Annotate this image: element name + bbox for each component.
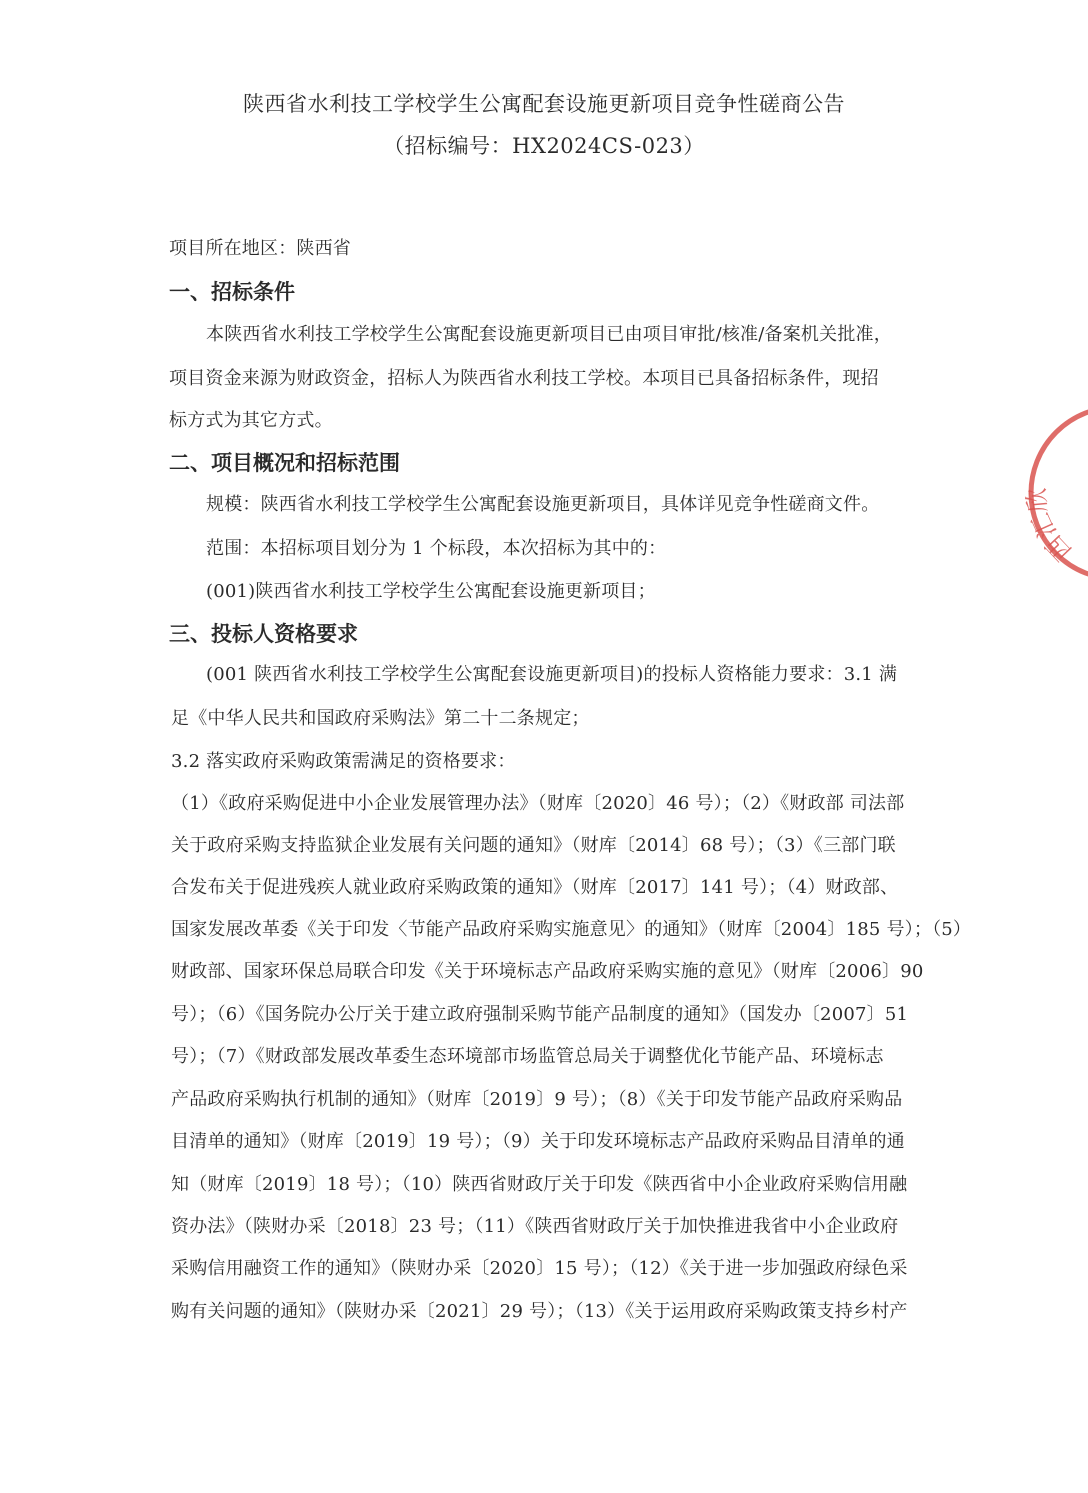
paragraph-line: 财政部、国家环保总局联合印发《关于环境标志产品政府采购实施的意见》（财库〔2006〕90 xyxy=(171,961,924,982)
paragraph-line: 国家发展改革委《关于印发〈节能产品政府采购实施意见〉的通知》（财库〔2004〕185 号）；（5） xyxy=(171,919,972,940)
paragraph-line: 资办法》（陕财办采〔2018〕23 号；（11）《陕西省财政厅关于加快推进我省中小企业政府 xyxy=(171,1216,899,1237)
paragraph-line: 规模：陕西省水利技工学校学生公寓配套设施更新项目，具体详见竞争性磋商文件。 xyxy=(206,494,880,515)
section-heading: 二、项目概况和招标范围 xyxy=(169,451,400,475)
paragraph-line: 合发布关于促进残疾人就业政府采购政策的通知》（财库〔2017〕141 号）；（4）财政部、 xyxy=(171,877,899,898)
paragraph-line: 关于政府采购支持监狱企业发展有关问题的通知》（财库〔2014〕68 号）；（3）《三部门联 xyxy=(171,835,896,856)
paragraph-line: 目清单的通知》（财库〔2019〕19 号）；（9）关于印发环境标志产品政府采购品目清单的通 xyxy=(171,1131,905,1152)
section-heading: 三、投标人资格要求 xyxy=(169,622,358,646)
paragraph-line: （1）《政府采购促进中小企业发展管理办法》（财库〔2020〕46 号）；（2）《财政部 司法部 xyxy=(171,793,905,814)
paragraph-line: (001 陕西省水利技工学校学生公寓配套设施更新项目)的投标人资格能力要求：3.1 满 xyxy=(206,664,898,685)
paragraph-line: 号）；（6）《国务院办公厅关于建立政府强制采购节能产品制度的通知》（国发办〔2007〕51 xyxy=(171,1004,909,1025)
paragraph-line: 购有关问题的通知》（陕财办采〔2021〕29 号）；（13）《关于运用政府采购政策支持乡村产 xyxy=(171,1301,908,1322)
paragraph-line: 足《中华人民共和国政府采购法》第二十二条规定； xyxy=(171,708,590,729)
official-seal-stamp xyxy=(1022,398,1088,588)
paragraph-line: 标方式为其它方式。 xyxy=(169,410,333,431)
section-heading: 一、招标条件 xyxy=(169,280,295,304)
paragraph-line: (001)陕西省水利技工学校学生公寓配套设施更新项目； xyxy=(206,581,656,602)
paragraph-line: 本陕西省水利技工学校学生公寓配套设施更新项目已由项目审批/核准/备案机关批准， xyxy=(206,324,892,345)
paragraph-line: 采购信用融资工作的通知》（陕财办采〔2020〕15 号）；（12）《关于进一步加强政府绿色采 xyxy=(171,1258,908,1279)
paragraph-line: 范围：本招标项目划分为 1 个标段，本次招标为其中的： xyxy=(206,538,667,559)
paragraph-line: 项目资金来源为财政资金，招标人为陕西省水利技工学校。本项目已具备招标条件，现招 xyxy=(169,368,879,389)
paragraph-line: 3.2 落实政府采购政策需满足的资格要求： xyxy=(171,751,516,772)
paragraph-line: 知（财库〔2019〕18 号）；（10）陕西省财政厅关于印发《陕西省中小企业政府采购信用融 xyxy=(171,1174,908,1195)
paragraph-line: 号）；（7）《财政部发展改革委生态环境部市场监管总局关于调整优化节能产品、环境标志 xyxy=(171,1046,884,1067)
paragraph-line: 产品政府采购执行机制的通知》（财库〔2019〕9 号）；（8）《关于印发节能产品政府采购品 xyxy=(171,1089,903,1110)
document-title: 陕西省水利技工学校学生公寓配套设施更新项目竞争性磋商公告 xyxy=(243,92,845,116)
tender-number: （招标编号：HX2024CS-023） xyxy=(383,134,705,158)
project-region: 项目所在地区：陕西省 xyxy=(169,238,351,259)
seal-text: 西汇欣 xyxy=(1022,486,1078,567)
